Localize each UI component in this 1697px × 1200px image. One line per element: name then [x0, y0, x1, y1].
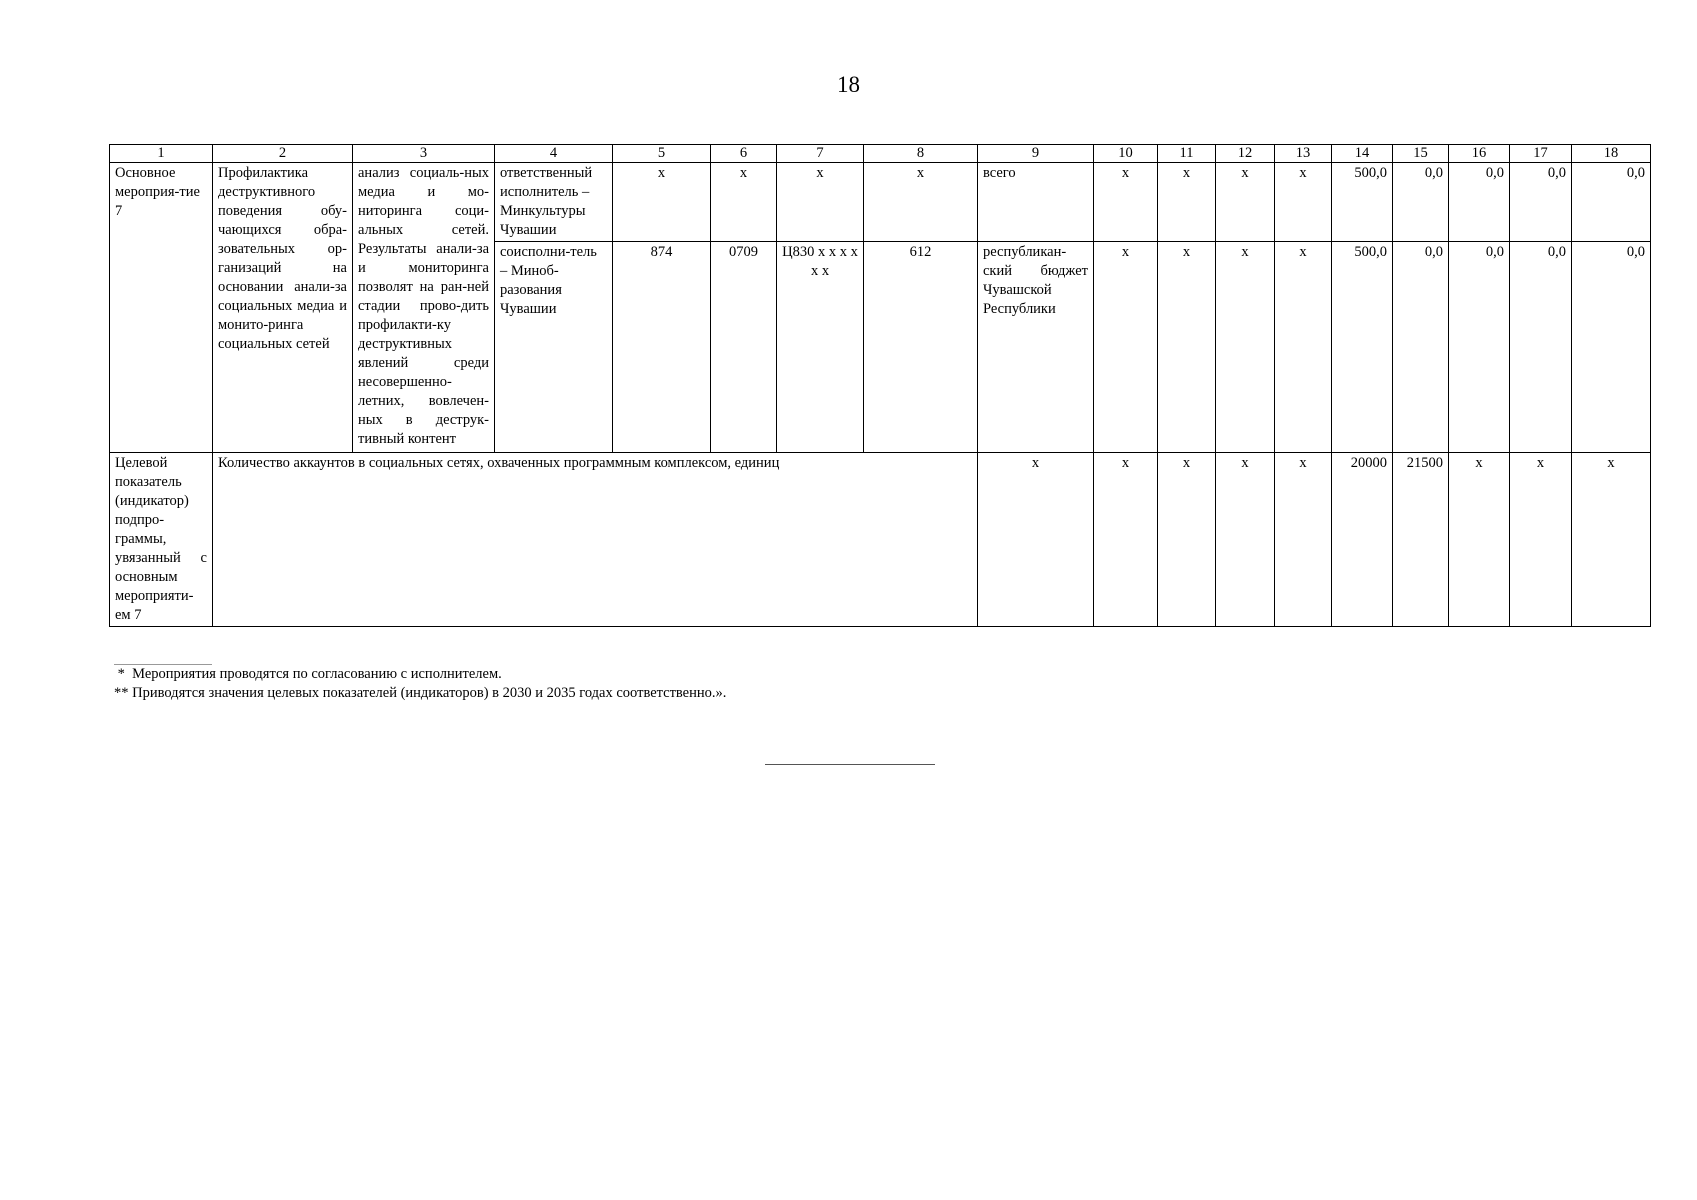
table-cell: x: [1216, 242, 1275, 453]
table-cell: x: [1094, 453, 1158, 627]
table-cell: x: [1275, 242, 1332, 453]
table-cell: x: [711, 163, 777, 242]
header-cell: 14: [1332, 145, 1393, 163]
table-cell: x: [978, 453, 1094, 627]
header-cell: 2: [213, 145, 353, 163]
event-title: Профилактика деструктивного поведения обу-чающихся обра-зовательных ор-ганизаций на основании анали-за социальных медиа и монито-ринга социальных сетей: [213, 163, 353, 453]
executor-cell: соисполни-тель – Миноб-разования Чувашии: [495, 242, 613, 453]
funding-source-cell: республикан-ский бюджет Чувашской Республики: [978, 242, 1094, 453]
header-cell: 4: [495, 145, 613, 163]
table-cell: x: [1094, 242, 1158, 453]
end-divider: [765, 764, 935, 765]
header-cell: 8: [864, 145, 978, 163]
funding-source-cell: всего: [978, 163, 1094, 242]
table-cell: x: [1158, 163, 1216, 242]
header-cell: 15: [1393, 145, 1449, 163]
page-number: 18: [837, 72, 860, 97]
table-cell: 0,0: [1510, 163, 1572, 242]
header-cell: 10: [1094, 145, 1158, 163]
table-cell: x: [777, 163, 864, 242]
table-cell: Ц830 x x x x x x: [777, 242, 864, 453]
table-cell: 0,0: [1572, 242, 1651, 453]
header-cell: 7: [777, 145, 864, 163]
header-cell: 12: [1216, 145, 1275, 163]
table-row: [110, 163, 1651, 242]
table-cell: x: [1275, 453, 1332, 627]
table-cell: x: [1572, 453, 1651, 627]
header-cell: 17: [1510, 145, 1572, 163]
table-cell: 0,0: [1572, 163, 1651, 242]
table-cell: x: [1216, 163, 1275, 242]
indicator-label: Целевой показатель (индикатор) подпро-граммы, увязанный с основным мероприяти-ем 7: [110, 453, 213, 627]
executor-cell: ответственный исполнитель – Минкультуры Чувашии: [495, 163, 613, 242]
header-cell: 5: [613, 145, 711, 163]
table-cell: 500,0: [1332, 242, 1393, 453]
table-cell: x: [613, 163, 711, 242]
table-row: [110, 453, 1651, 627]
table-cell: x: [1449, 453, 1510, 627]
table-cell: 0,0: [1393, 242, 1449, 453]
header-cell: 3: [353, 145, 495, 163]
table-cell: 0,0: [1393, 163, 1449, 242]
header-cell: 16: [1449, 145, 1510, 163]
table-cell: 874: [613, 242, 711, 453]
program-table: [109, 144, 1651, 627]
table-cell: x: [1094, 163, 1158, 242]
footnote: ** Приводятся значения целевых показателей (индикаторов) в 2030 и 2035 годах соответственно.».: [114, 685, 727, 701]
header-cell: 9: [978, 145, 1094, 163]
table-cell: x: [1510, 453, 1572, 627]
table-cell: 0709: [711, 242, 777, 453]
table-cell: x: [1158, 242, 1216, 453]
table-cell: 0,0: [1449, 163, 1510, 242]
event-label: Основное мероприя-тие 7: [110, 163, 213, 453]
header-cell: 18: [1572, 145, 1651, 163]
table-cell: 0,0: [1510, 242, 1572, 453]
footnote: * Мероприятия проводятся по согласованию с исполнителем.: [114, 666, 502, 682]
table-cell: 20000: [1332, 453, 1393, 627]
header-cell: 6: [711, 145, 777, 163]
footnotes: [114, 665, 726, 703]
table-cell: 612: [864, 242, 978, 453]
header-cell: 13: [1275, 145, 1332, 163]
table-cell: x: [1275, 163, 1332, 242]
table-cell: 500,0: [1332, 163, 1393, 242]
header-cell: 11: [1158, 145, 1216, 163]
indicator-text: Количество аккаунтов в социальных сетях, охваченных программным комплексом, единиц: [213, 453, 978, 627]
table-cell: 21500: [1393, 453, 1449, 627]
event-description: анализ социаль-ных медиа и мо-ниторинга соци-альных сетей. Результаты анали-за и мониторинга позволят на ран-ней стадии прово-дить профилакти-ку деструктивных явлений среди несовершенно-летних, вовлечен-ных в деструк-тивный контент: [353, 163, 495, 453]
table-cell: x: [1216, 453, 1275, 627]
table-cell: x: [864, 163, 978, 242]
header-row: [110, 145, 1651, 163]
table-cell: 0,0: [1449, 242, 1510, 453]
table-cell: x: [1158, 453, 1216, 627]
header-cell: 1: [110, 145, 213, 163]
